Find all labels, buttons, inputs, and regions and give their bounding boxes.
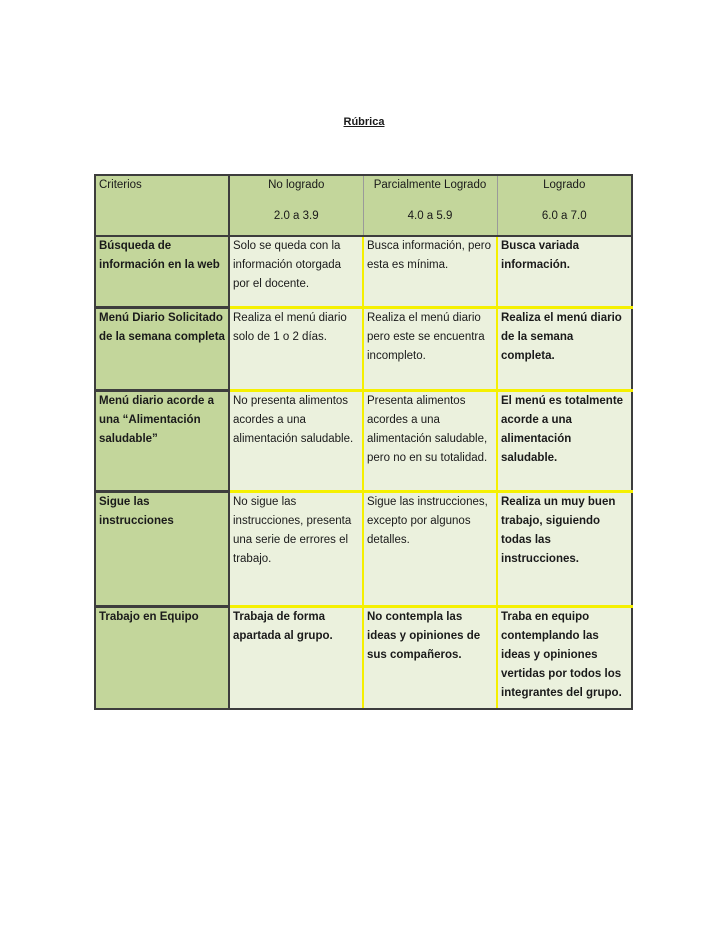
level-name: Parcialmente Logrado (373, 179, 487, 191)
criterion-cell: Menú diario acorde a una “Alimentación saludable” (95, 390, 229, 491)
no-logrado-cell: No presenta alimentos acordes a una alimentación saludable. (229, 390, 363, 491)
logrado-cell: Realiza el menú diario de la semana completa. (497, 307, 632, 390)
level-range: 2.0 a 3.9 (273, 210, 319, 222)
level-name: Logrado (543, 179, 586, 191)
header-row (95, 175, 632, 236)
parcial-cell: Busca información, pero esta es mínima. (363, 236, 497, 307)
header-level-no-logrado (229, 175, 363, 236)
criterion-cell: Menú Diario Solicitado de la semana completa (95, 307, 229, 390)
no-logrado-cell: Trabaja de forma apartada al grupo. (229, 606, 363, 709)
table-row (95, 236, 632, 307)
criterion-cell: Sigue las instrucciones (95, 491, 229, 606)
header-level-logrado (497, 175, 632, 236)
table-row (95, 390, 632, 491)
level-range: 6.0 a 7.0 (541, 210, 587, 222)
page-title: Rúbrica (343, 116, 385, 128)
criteria-label: Criterios (99, 179, 142, 191)
table-row (95, 491, 632, 606)
table-row (95, 606, 632, 709)
level-range: 4.0 a 5.9 (407, 210, 453, 222)
no-logrado-cell: Solo se queda con la información otorgada por el docente. (229, 236, 363, 307)
parcial-cell: Presenta alimentos acordes a una alimentación saludable, pero no en su totalidad. (363, 390, 497, 491)
logrado-cell: Traba en equipo contemplando las ideas y opiniones vertidas por todos los integrantes del grupo. (497, 606, 632, 709)
parcial-cell: Sigue las instrucciones, excepto por algunos detalles. (363, 491, 497, 606)
parcial-cell: Realiza el menú diario pero este se encuentra incompleto. (363, 307, 497, 390)
table-row (95, 307, 632, 390)
parcial-cell: No contempla las ideas y opiniones de sus compañeros. (363, 606, 497, 709)
header-level-parcial (363, 175, 497, 236)
no-logrado-cell: No sigue las instrucciones, presenta una serie de errores el trabajo. (229, 491, 363, 606)
logrado-cell: Realiza un muy buen trabajo, siguiendo todas las instrucciones. (497, 491, 632, 606)
criterion-cell: Búsqueda de información en la web (95, 236, 229, 307)
logrado-cell: Busca variada información. (497, 236, 632, 307)
header-criteria (95, 175, 229, 236)
logrado-cell: El menú es totalmente acorde a una alimentación saludable. (497, 390, 632, 491)
level-name: No logrado (268, 179, 325, 191)
rubric-table (94, 174, 633, 710)
criterion-cell: Trabajo en Equipo (95, 606, 229, 709)
no-logrado-cell: Realiza el menú diario solo de 1 o 2 días. (229, 307, 363, 390)
